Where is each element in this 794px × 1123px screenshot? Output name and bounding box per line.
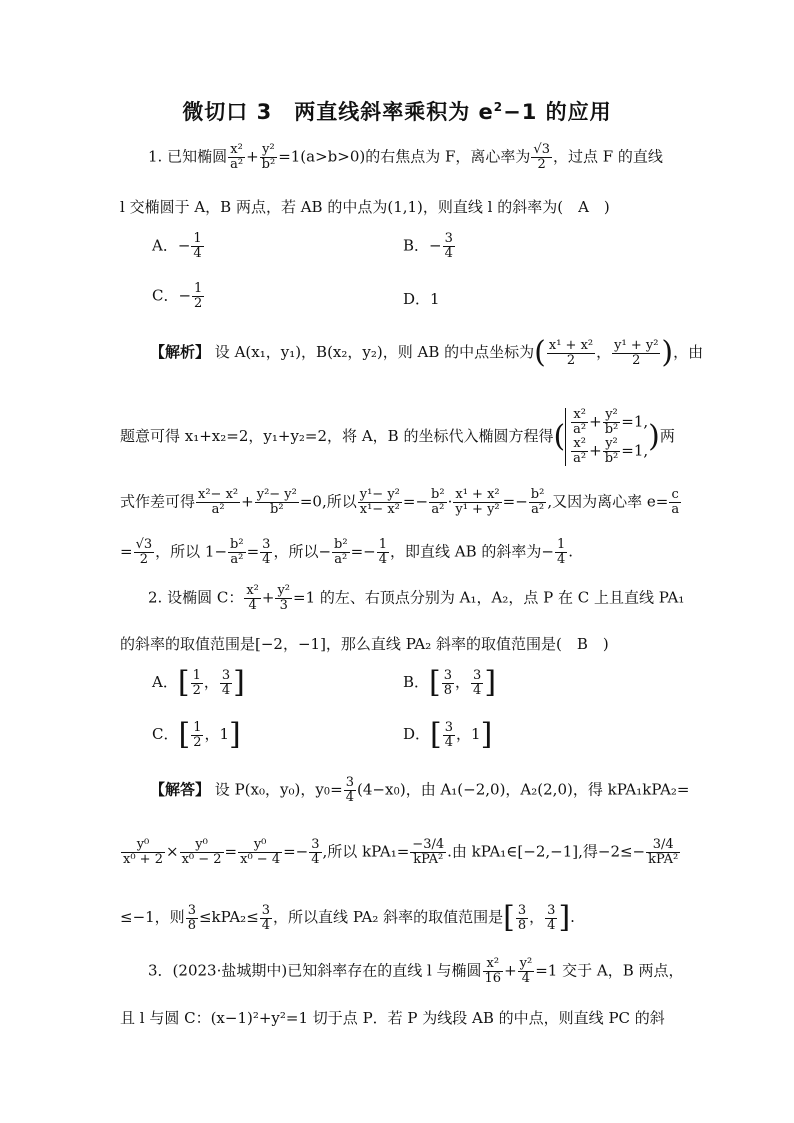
q1-solution-line3: 式作差可得 $\frac{\text{x²− x²}}{\text{a²}}$ + $\frac{\text{y²− y²}}{\text{b²}}$ =0,所以 $\frac{\text{y¹− y²}}{\text{x¹− x²}}$ =− $\frac{\text{b²}}{\text{a²}}$ · $\frac{\text{x¹ + x²}}{\text{y¹ + y²}}$ =− $\frac{\text{b²}}{\text{a²}}$ ,又因为离心率 e= $\frac{c}{a}$ [120,487,680,517]
title-main: 微切口 3 两直线斜率乘积为 e [182,100,494,124]
title-tail: −1 的应用 [503,100,612,124]
q1-line1: 1. 已知椭圆 $\frac{\text{x²}}{\text{a²}}$ + $\frac{\text{y²}}{\text{b²}}$ =1(a>b>0)的右焦点为 F，离心率为 $\frac{√3}{2}$ ，过点 F 的直线 [148,142,663,172]
page-title [0,96,794,126]
q1-solution-line2: 题意可得 x₁+x₂=2，y₁+y₂=2，将 A，B 的坐标代入椭圆方程得( $\frac{\text{x²}}{\text{a²}}$ + $\frac{\text{y²}}{\text{b²}}$ =1, $\frac{\text{x²}}{\text{a²}}$ + $\frac{\text{y²}}{\text{b²}}$ =1, )两 [120,407,675,466]
q1-solution-line4: = $\frac{√3}{2}$ ，所以 1− $\frac{\text{b²}}{\text{a²}}$ = $\frac{3}{4}$ ，所以− $\frac{\text{b²}}{\text{a²}}$ =− $\frac{1}{4}$ ，即直线 AB 的斜率为− $\frac{1}{4}$ . [120,537,574,567]
q1-solution-line1: 【解析】 设 A(x₁，y₁)，B(x₂，y₂)，则 AB 的中点坐标为( $\frac{\text{x¹ + x²}}{2}$ ， $\frac{\text{y¹ + y²}}{2}$ )，由 [150,335,704,370]
q3-line1: 3．(2023·盐城期中)已知斜率存在的直线 l 与椭圆 $\frac{\text{x²}}{16}$ + $\frac{\text{y²}}{4}$ =1 交于 A，B 两点， [148,956,684,986]
q2-line2: 的斜率的取值范围是[−2，−1]，那么直线 PA₂ 斜率的取值范围是( B ) [120,635,609,653]
q2-solution-line3: ≤−1，则 $\frac{3}{8}$ ≤kPA₂≤ $\frac{3}{4}$ ，所以直线 PA₂ 斜率的取值范围是[ $\frac{3}{8}$ ， $\frac{3}{4}$ ]. [120,900,575,935]
q2-option-c: C．[ $\frac{1}{2}$ ，1] [152,717,241,752]
q2-line1: 2. 设椭圆 C： $\frac{\text{x²}}{4}$ + $\frac{\text{y²}}{3}$ =1 的左、右顶点分别为 A₁，A₂，点 P 在 C 上且直线 PA₁ [148,583,685,613]
q2-solution-line2: $\frac{\text{y⁰}}{\text{x⁰ + 2}}$ × $\frac{\text{y⁰}}{\text{x⁰ − 2}}$ = $\frac{\text{y⁰}}{\text{x⁰ − 4}}$ =− $\frac{3}{4}$ ,所以 kPA₁= $\frac{-3/4}{\text{kPA²}}$ .由 kPA₁∈[−2,−1],得−2≤− $\frac{3/4}{\text{kPA²}}$ [123,837,679,867]
q2-option-b: B．[ $\frac{3}{8}$ ， $\frac{3}{4}$ ] [403,665,497,700]
q2-option-d: D．[ $\frac{3}{4}$ ，1] [403,717,493,752]
q1-option-b: B．− $\frac{3}{4}$ [403,231,453,261]
q1-option-a: A．− $\frac{1}{4}$ [152,231,202,261]
title-sup: 2 [493,100,504,114]
q1-option-c: C．− $\frac{1}{2}$ [152,281,203,311]
q2-solution-line1: 【解答】 设 P(x₀，y₀)，y0= $\frac{3}{4}$ (4−x0)，由 A₁(−2,0)，A₂(2,0)，得 kPA₁kPA₂= [150,775,690,805]
q1-option-d: D．1 [403,290,440,308]
q2-option-a: A．[ $\frac{1}{2}$ ， $\frac{3}{4}$ ] [152,665,245,700]
q1-line2: l 交椭圆于 A，B 两点，若 AB 的中点为(1,1)，则直线 l 的斜率为( A ) [120,198,610,216]
q3-line2: 且 l 与圆 C：(x−1)²+y²=1 切于点 P．若 P 为线段 AB 的中点，则直线 PC 的斜 [120,1009,665,1027]
